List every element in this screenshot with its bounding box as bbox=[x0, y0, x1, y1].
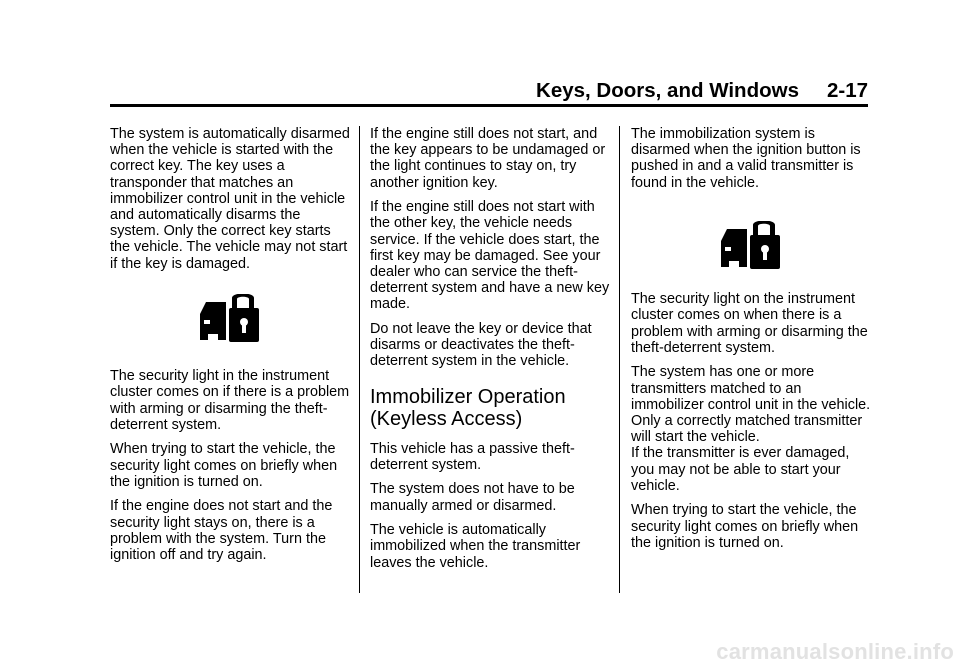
paragraph: If the engine does not start and the security light stays on, there is a problem with the system. Turn the ignition off and try again. bbox=[110, 498, 333, 564]
column-3 bbox=[631, 126, 871, 559]
paragraph: The system has one or more transmitters matched to an immobilizer control unit in the vehicle. Only a correctly matched transmitter will start the vehicle. bbox=[631, 364, 871, 446]
column-divider-2 bbox=[619, 126, 620, 593]
paragraph: The security light on the instrument cluster comes on when there is a problem with arming or disarming the theft-deterrent system. bbox=[631, 291, 868, 356]
column-1 bbox=[110, 126, 350, 572]
section-title: Keys, Doors, and Windows bbox=[536, 79, 799, 102]
paragraph: The immobilization system is disarmed when the ignition button is pushed in and a valid transmitter is found in the vehicle. bbox=[631, 126, 861, 191]
paragraph: When trying to start the vehicle, the security light comes on briefly when the ignition is turned on. bbox=[110, 441, 338, 490]
header-rule bbox=[110, 104, 868, 107]
paragraph: If the engine still does not start, and the key appears to be undamaged or the light continues to stay on, try another ignition key. bbox=[370, 126, 606, 191]
paragraph: Do not leave the key or device that disarms or deactivates the theft-deterrent system in the vehicle. bbox=[370, 321, 592, 370]
column-divider-1 bbox=[359, 126, 360, 593]
page-number: 2-17 bbox=[826, 79, 868, 102]
paragraph: When trying to start the vehicle, the security light comes on briefly when the ignition is turned on. bbox=[631, 502, 859, 551]
paragraph: The system is automatically disarmed when the vehicle is started with the correct key. The key uses a transponder that matches an immobilizer control unit in the vehicle and automatically disarms the system. Only the correct key starts the vehicle. The vehicle may not start if the key is damaged. bbox=[110, 126, 350, 272]
security-light-icon bbox=[198, 294, 262, 346]
security-light-icon-container bbox=[631, 199, 871, 291]
watermark: carmanualsonline.info bbox=[716, 639, 954, 664]
paragraph: The system does not have to be manually armed or disarmed. bbox=[370, 481, 575, 514]
security-light-icon-container bbox=[110, 280, 350, 368]
paragraph: If the transmitter is ever damaged, you may not be able to start your vehicle. bbox=[631, 445, 850, 494]
security-light-icon bbox=[719, 221, 783, 273]
paragraph: This vehicle has a passive theft-deterrent system. bbox=[370, 440, 575, 473]
column-2 bbox=[370, 126, 610, 579]
paragraph: The security light in the instrument cluster comes on if there is a problem with arming or disarming the theft-deterrent system. bbox=[110, 368, 350, 433]
section-heading: Immobilizer Operation (Keyless Access) bbox=[370, 385, 566, 430]
paragraph: The vehicle is automatically immobilized when the transmitter leaves the vehicle. bbox=[370, 522, 581, 571]
page-header bbox=[110, 79, 868, 103]
paragraph: If the engine still does not start with the other key, the vehicle needs service. If the vehicle does start, the first key may be damaged. See your dealer who can service the theft-deterrent system and have a new key made. bbox=[370, 199, 610, 313]
